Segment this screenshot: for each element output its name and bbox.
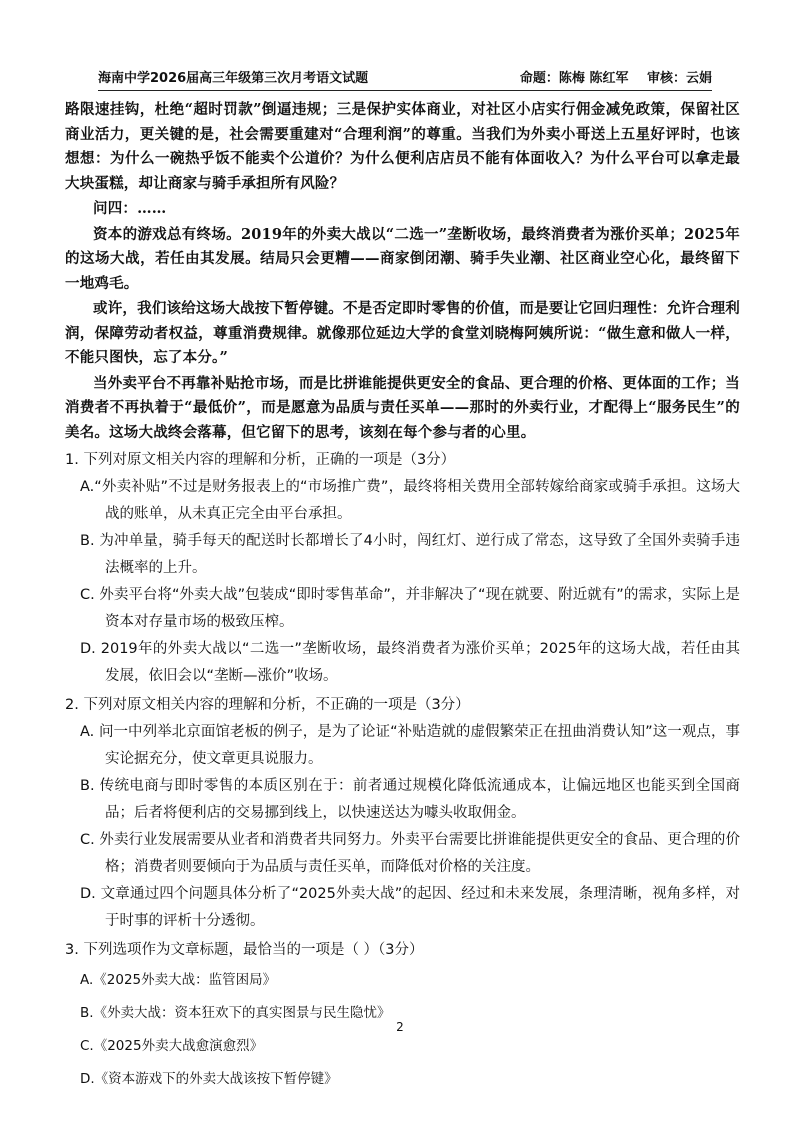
page-content xyxy=(65,98,740,1096)
page-number: 2 xyxy=(396,1020,404,1034)
paragraph-5: 当外卖平台不再靠补贴抢市场，而是比拼谁能提供更安全的食品、更合理的价格、更体面的工作；当消费者不再执着于“最低价”，而是愿意为品质与责任买单——那时的外卖行业，才配得上“服务民生”的美名。这场大战终会落幕，但它留下的思考，该刻在每个参与者的心里。 xyxy=(65,374,740,441)
q2-option-c: C. 外卖行业发展需要从业者和消费者共同努力。外卖平台需要比拼谁能提供更安全的食品、更合理的价格；消费者则要倾向于为品质与责任买单，而降低对价格的关注度。 xyxy=(80,832,740,875)
author-credit: 命题：陈梅 陈红军 xyxy=(519,71,629,86)
header-credits xyxy=(506,67,712,86)
page-header xyxy=(98,68,712,91)
q1-option-d: D. 2019年的外卖大战以“二选一”垄断收场，最终消费者为涨价买单；2025年的这场大战，若任由其发展，依旧会以“垄断—涨价”收场。 xyxy=(80,641,740,684)
q2-option-a: A. 问一中列举北京面馆老板的例子，是为了论证“补贴造就的虚假繁荣正在扭曲消费认知”这一观点，事实论据充分，使文章更具说服力。 xyxy=(80,724,740,767)
paragraph-3: 资本的游戏总有终场。2019年的外卖大战以“二选一”垄断收场，最终消费者为涨价买单；2025年的这场大战，若任由其发展。结局只会更糟——商家倒闭潮、骑手失业潮、社区商业空心化，最终留下一地鸡毛。 xyxy=(65,225,740,292)
q3-option-d: D.《资本游戏下的外卖大战该按下暂停键》 xyxy=(80,1071,338,1087)
paragraph-1: 路限速挂钩，杜绝“超时罚款”倒逼违规；三是保护实体商业，对社区小店实行佣金减免政策，保留社区商业活力，更关键的是，社会需要重建对“合理利润”的尊重。当我们为外卖小哥送上五星好评时，也该想想：为什么一碗热乎饭不能卖个公道价？为什么便利店店员不能有体面收入？为什么平台可以拿走最大块蛋糕，却让商家与骑手承担所有风险？ xyxy=(65,101,740,192)
q3-option-a: A.《2025外卖大战：监管困局》 xyxy=(80,972,277,988)
exam-title: 海南中学2026届高三年级第三次月考语文试题 xyxy=(98,71,369,86)
q1-option-a: A.“外卖补贴”不过是财务报表上的“市场推广费”，最终将相关费用全部转嫁给商家或骑手承担。这场大战的账单，从未真正完全由平台承担。 xyxy=(80,479,740,522)
q1-option-b: B. 为冲单量，骑手每天的配送时长都增长了4小时，闯红灯、逆行成了常态，这导致了全国外卖骑手违法概率的上升。 xyxy=(80,533,740,576)
question-3-stem: 3. 下列选项作为文章标题，最恰当的一项是（ ）（3分） xyxy=(65,942,424,958)
reviewer-credit: 审核：云娟 xyxy=(646,71,712,86)
q3-option-b: B.《外卖大战：资本狂欢下的真实图景与民生隐忧》 xyxy=(80,1005,391,1021)
q2-option-b: B. 传统电商与即时零售的本质区别在于：前者通过规模化降低流通成本，让偏远地区也能买到全国商品；后者将便利店的交易挪到线上，以快速送达为噱头收取佣金。 xyxy=(80,778,740,821)
q1-option-c: C. 外卖平台将“外卖大战”包装成“即时零售革命”，并非解决了“现在就要、附近就有”的需求，实际上是资本对存量市场的极致压榨。 xyxy=(80,587,740,630)
question-1-stem: 1. 下列对原文相关内容的理解和分析，正确的一项是（3分） xyxy=(65,452,456,468)
paragraph-2: 问四：…… xyxy=(93,200,167,217)
question-2-stem: 2. 下列对原文相关内容的理解和分析，不正确的一项是（3分） xyxy=(65,697,470,713)
q3-option-c: C.《2025外卖大战愈演愈烈》 xyxy=(80,1038,264,1054)
paragraph-4: 或许，我们该给这场大战按下暂停键。不是否定即时零售的价值，而是要让它回归理性：允许合理利润，保障劳动者权益，尊重消费规律。就像那位延边大学的食堂刘晓梅阿姨所说：“做生意和做人一样，不能只图快，忘了本分。” xyxy=(65,300,740,366)
q2-option-d: D. 文章通过四个问题具体分析了“2025外卖大战”的起因、经过和未来发展，条理清晰，视角多样，对于时事的评析十分透彻。 xyxy=(80,886,740,929)
